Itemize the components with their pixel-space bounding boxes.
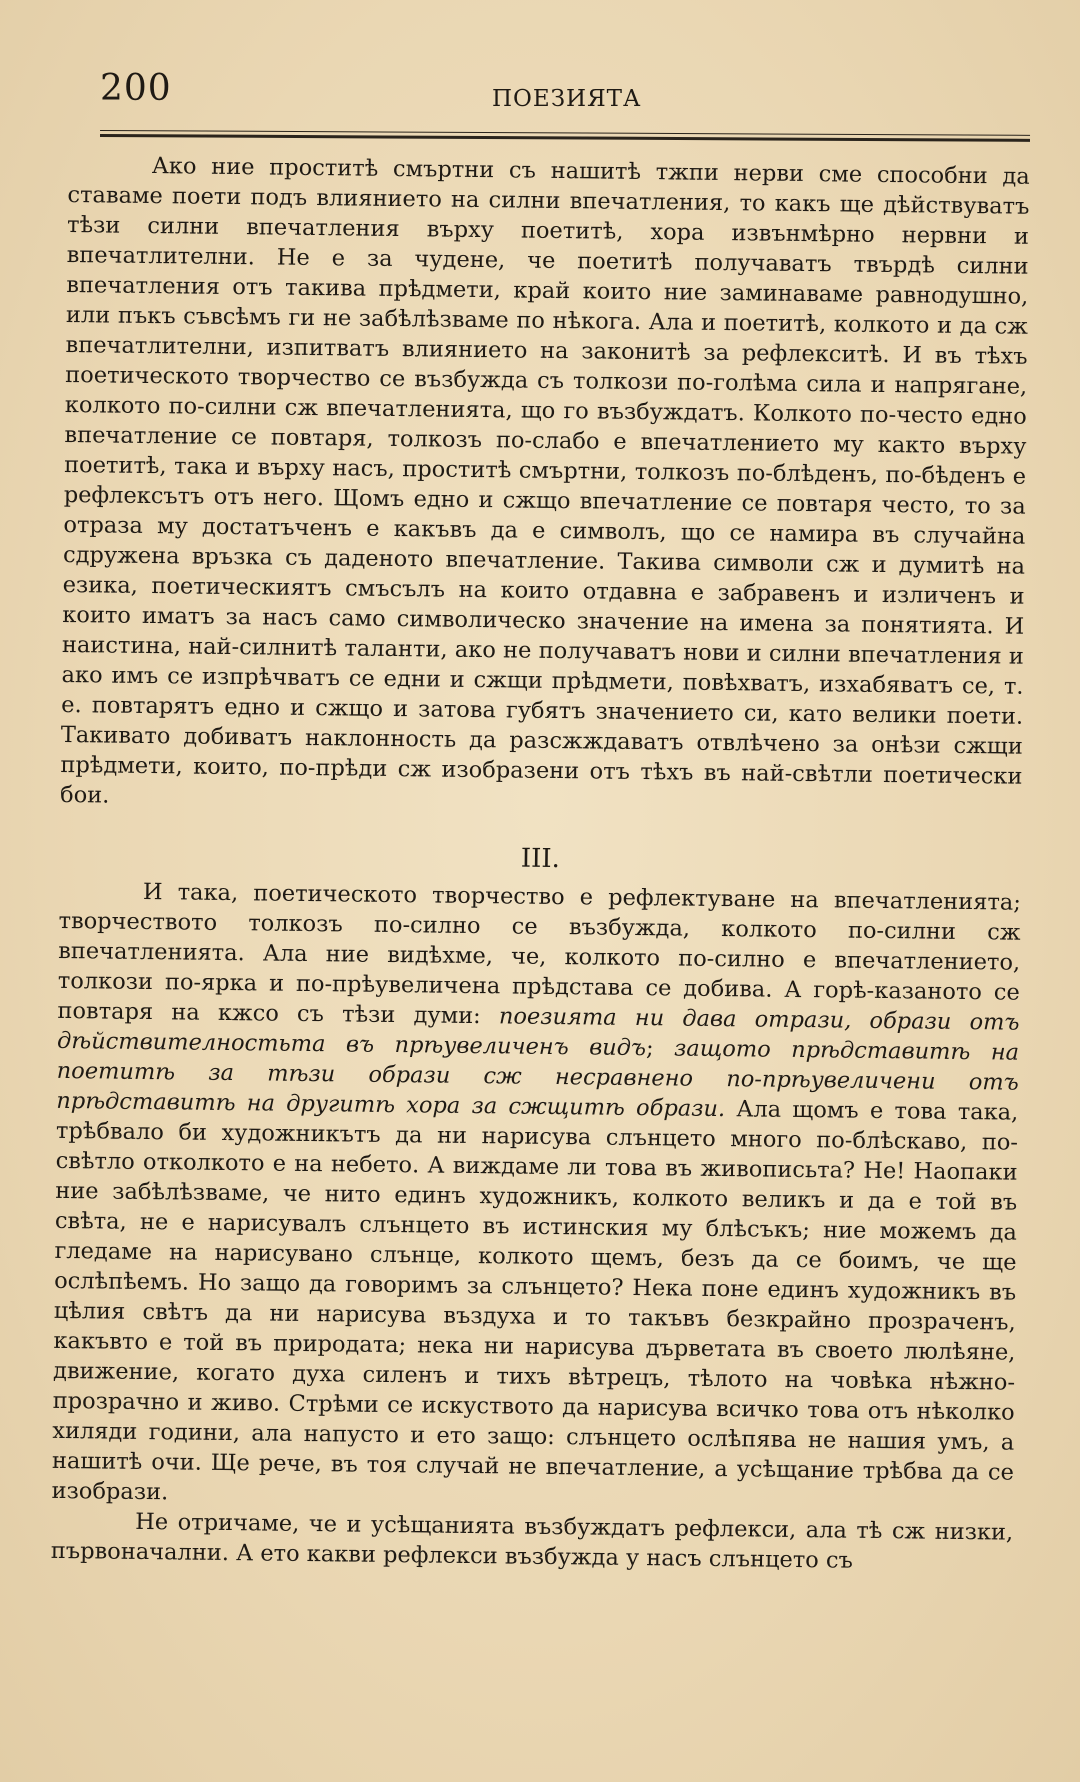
paragraph-2-italic-definition: поезията ни дава отрази, образи отъ дѣйствителностьта въ прѣувеличенъ видъ: [56, 1003, 1020, 1062]
page-number: 200: [100, 68, 172, 109]
paragraph-2: [51, 876, 1021, 1518]
paragraph-2-segment-5: Ала щомъ е това така, трѣбвало би художникътъ да ни нарисува слънцето много по-блѣскаво, по-свѣтло отколкото е на небето. А виждаме ли това въ живописьта? Не! Наопаки ние забѣлѣзваме, че нито единъ художникъ, колкото великъ и да е той въ свѣта, не е нарисувалъ слънцето въ истинския му блѣсъкъ; ние можемъ да гледаме на нарисувано слънце, колкото щемъ, безъ да се боимъ, че ще ослѣпѣемъ. Но защо да говоримъ за слънцето? Нека поне единъ художникъ въ цѣлия свѣтъ да ни нарисува въздуха и то такъвъ безкрайно прозраченъ, какъвто е той въ природата; нека ни нарисува дърветата въ своето люлѣяне, движение, когато духа силенъ и тихъ вѣтрецъ, тѣлото на човѣка нѣжно-прозрачно и живо. Стрѣми се искуството да нарисува всичко това отъ нѣколко хиляди години, ала напусто и ето защо: слънцето ослѣпява не нашия умъ, а нашитѣ очи. Ще рече, въ тоя случай не впечатление, а усѣщание трѣбва да се изобрази.: [51, 1096, 1019, 1506]
paragraph-1: [60, 150, 1030, 822]
paragraph-2-segment-3: ;: [645, 1035, 675, 1062]
paragraph-1-segment-1: Ако ние проститѣ смъртни съ нашитѣ тжпи нерви сме способни да ставаме поети подъ влиянието на силни впечатления, то какъ ще дѣйствуватъ тѣзи силни впечатления върху поетитѣ, хора извънмѣрно нервни и впечатлителни. Не е за чудене, че поетитѣ получаватъ твърдѣ силни впечатления отъ такива прѣдмети, край които ние заминаваме равнодушно, или пъкъ съвсѣмъ ги не забѣлѣзваме по нѣкога. Ала и поетитѣ, колкото и да сж впечатлителни, изпитватъ влиянието на законитѣ за рефлекситѣ. И въ тѣхъ поетическото творчество се възбужда съ толкози по-голѣма сила и напрягане, колкото по-силни сж впечатленията, що го възбуждатъ. Колкото по-често едно впечатление се повтаря, толкозъ по-слабо е впечатлението му както върху поетитѣ, така и върху насъ, проститѣ смъртни, толкозъ по-блѣденъ, по-бѣденъ е рефлексътъ отъ него. Щомъ едно и сжщо впечатление се повтаря често, то за отраза му достатъченъ е какъвъ да е символъ, що се намира въ случайна сдружена връзка съ даденото впечатление. Такива символи сж и думитѣ на езика, поетическиятъ смъсълъ на които отдавна е забравенъ и изличенъ и които иматъ за насъ само символическо значение на имена за понятията. И наистина, най-силнитѣ таланти, ако не получаватъ нови и силни впечатления и ако имъ се изпрѣчватъ се едни и сжщи прѣдмети, повѣхватъ, изхабяватъ се, т. е. повтарятъ едно и сжщо и затова губятъ значението си, като велики поети. Такивато добиватъ наклонность да разсжждаватъ отвлѣчено за онѣзи сжщи прѣдмети, които, по-прѣди сж изобразени отъ тѣхъ въ най-свѣтли поетически бои.: [59, 153, 1030, 809]
running-title: ПОЕЗИЯТА: [492, 86, 642, 112]
header-rule-thick: [100, 134, 1030, 142]
paragraph-3: [51, 1506, 1014, 1578]
paragraph-3-segment-1: Не отричаме, че и усѣщанията възбуждатъ рефлекси, ала тѣ сж низки, първоначални. А ето какви рефлекси възбужда у насъ слънцето съ: [50, 1508, 1014, 1574]
section-numeral: III.: [520, 843, 561, 875]
page-header: [100, 68, 1030, 118]
paragraph-2-italic-explanation: защото прѣдставитѣ на поетитѣ за тѣзи образи сж несравнено по-прѣувеличени отъ прѣдставитѣ на другитѣ хора за сжщитѣ образи.: [56, 1035, 1020, 1123]
paragraph-2-segment-1: И така, поетическото творчество е рефлектуване на впечатленията; творчеството толкозъ по-силно се възбужда, колкото по-силни сж впечатленията. Ала ние видѣхме, че, колкото по-силно е впечатлението, толкози по-ярка и по-прѣувеличена прѣдстава се добива. А горѣ-казаното се повтаря на кжсо съ тѣзи думи:: [57, 878, 1022, 1030]
body-text: [48, 150, 1030, 1782]
header-double-rule: [100, 130, 1030, 149]
